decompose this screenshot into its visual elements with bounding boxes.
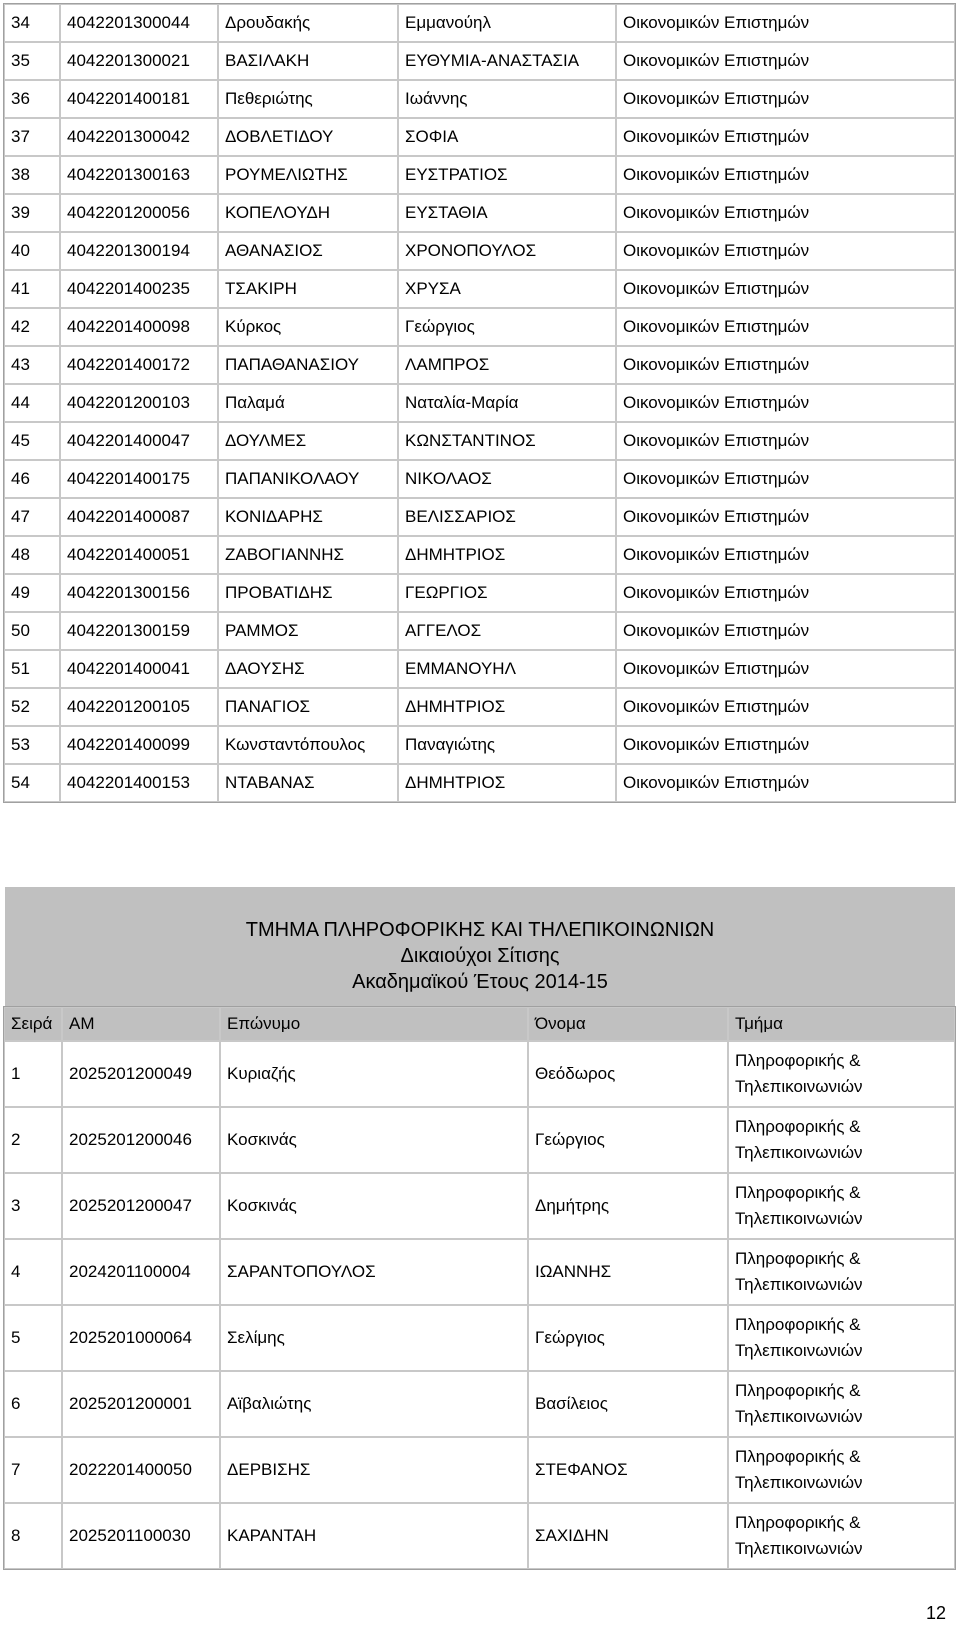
- cell-surname: Πεθεριώτης: [218, 80, 398, 118]
- cell-name: ΛΑΜΠΡΟΣ: [398, 346, 616, 384]
- department-line-2: Τηλεπικοινωνιών: [735, 1143, 863, 1162]
- cell-surname: ΠΑΝΑΓΙΟΣ: [218, 688, 398, 726]
- cell-seq: 50: [4, 612, 60, 650]
- cell-department: Οικονομικών Επιστημών: [616, 688, 955, 726]
- cell-am: 4042201300044: [60, 4, 218, 42]
- column-header-surname: Επώνυμο: [220, 1007, 528, 1041]
- table-row: [4, 422, 955, 460]
- cell-name: ΚΩΝΣΤΑΝΤΙΝΟΣ: [398, 422, 616, 460]
- cell-seq: 38: [4, 156, 60, 194]
- cell-am: 2025201000064: [62, 1305, 220, 1371]
- list-subheading: Δικαιούχοι Σίτισης: [400, 945, 560, 967]
- cell-seq: 6: [4, 1371, 62, 1437]
- cell-name: ΓΕΩΡΓΙΟΣ: [398, 574, 616, 612]
- cell-surname: Κωνσταντόπουλος: [218, 726, 398, 764]
- cell-seq: 52: [4, 688, 60, 726]
- cell-am: 2025201200001: [62, 1371, 220, 1437]
- cell-am: 2025201200046: [62, 1107, 220, 1173]
- cell-department: Οικονομικών Επιστημών: [616, 650, 955, 688]
- cell-surname: ΚΑΡΑΝΤΑΗ: [220, 1503, 528, 1569]
- cell-surname: ΚΟΝΙΔΑΡΗΣ: [218, 498, 398, 536]
- cell-surname: ΡΑΜΜΟΣ: [218, 612, 398, 650]
- cell-name: ΣΤΕΦΑΝΟΣ: [528, 1437, 728, 1503]
- cell-seq: 39: [4, 194, 60, 232]
- cell-surname: ΣΑΡΑΝΤΟΠΟΥΛΟΣ: [220, 1239, 528, 1305]
- cell-am: 4042201200105: [60, 688, 218, 726]
- cell-surname: ΠΡΟΒΑΤΙΔΗΣ: [218, 574, 398, 612]
- cell-surname: Δρουδακής: [218, 4, 398, 42]
- cell-am: 4042201400172: [60, 346, 218, 384]
- cell-name: Ιωάννης: [398, 80, 616, 118]
- cell-seq: 49: [4, 574, 60, 612]
- table-row: [4, 270, 955, 308]
- cell-am: 4042201200056: [60, 194, 218, 232]
- cell-department: Οικονομικών Επιστημών: [616, 308, 955, 346]
- top-table-body: [4, 4, 955, 802]
- department-line-2: Τηλεπικοινωνιών: [735, 1341, 863, 1360]
- cell-department: Οικονομικών Επιστημών: [616, 574, 955, 612]
- department-line-1: Πληροφορικής &: [735, 1249, 861, 1268]
- cell-surname: Κοσκινάς: [220, 1173, 528, 1239]
- department-line-2: Τηλεπικοινωνιών: [735, 1473, 863, 1492]
- table-row: [4, 726, 955, 764]
- cell-department: [728, 1371, 955, 1437]
- cell-am: 4042201300163: [60, 156, 218, 194]
- cell-seq: 5: [4, 1305, 62, 1371]
- cell-department: Οικονομικών Επιστημών: [616, 346, 955, 384]
- cell-surname: ΑΘΑΝΑΣΙΟΣ: [218, 232, 398, 270]
- cell-surname: ΡΟΥΜΕΛΙΩΤΗΣ: [218, 156, 398, 194]
- cell-surname: ΠΑΠΑΝΙΚΟΛΑΟΥ: [218, 460, 398, 498]
- cell-name: Γεώργιος: [398, 308, 616, 346]
- table-row: [4, 346, 955, 384]
- table-row: [4, 80, 955, 118]
- cell-am: 4042201400181: [60, 80, 218, 118]
- cell-surname: Παλαμά: [218, 384, 398, 422]
- cell-name: Εμμανούηλ: [398, 4, 616, 42]
- cell-department: [728, 1239, 955, 1305]
- cell-seq: 53: [4, 726, 60, 764]
- cell-name: ΕΥΣΤΑΘΙΑ: [398, 194, 616, 232]
- cell-am: 4042201300021: [60, 42, 218, 80]
- cell-name: Γεώργιος: [528, 1305, 728, 1371]
- table-row: [4, 1041, 955, 1107]
- cell-seq: 51: [4, 650, 60, 688]
- table-row: [4, 764, 955, 802]
- cell-surname: ΒΑΣΙΛΑΚΗ: [218, 42, 398, 80]
- cell-department: Οικονομικών Επιστημών: [616, 422, 955, 460]
- table-row: [4, 42, 955, 80]
- cell-name: Παναγιώτης: [398, 726, 616, 764]
- column-header-row: [4, 1007, 955, 1041]
- page-number: 12: [925, 1603, 946, 1623]
- section-header: [5, 887, 955, 1010]
- department-line-1: Πληροφορικής &: [735, 1447, 861, 1466]
- cell-am: 4042201300194: [60, 232, 218, 270]
- department-line-2: Τηλεπικοινωνιών: [735, 1407, 863, 1426]
- cell-name: ΕΥΣΤΡΑΤΙΟΣ: [398, 156, 616, 194]
- department-line-1: Πληροφορικής &: [735, 1183, 861, 1202]
- cell-name: ΧΡΟΝΟΠΟΥΛΟΣ: [398, 232, 616, 270]
- cell-name: ΝΙΚΟΛΑΟΣ: [398, 460, 616, 498]
- cell-seq: 43: [4, 346, 60, 384]
- cell-am: 4042201300042: [60, 118, 218, 156]
- cell-name: Θεόδωρος: [528, 1041, 728, 1107]
- table-row: [4, 156, 955, 194]
- table-row: [4, 460, 955, 498]
- cell-name: Δημήτρης: [528, 1173, 728, 1239]
- cell-surname: ΤΣΑΚΙΡΗ: [218, 270, 398, 308]
- department-line-1: Πληροφορικής &: [735, 1051, 861, 1070]
- cell-department: Οικονομικών Επιστημών: [616, 726, 955, 764]
- cell-department: [728, 1437, 955, 1503]
- column-header-am: ΑΜ: [62, 1007, 220, 1041]
- cell-am: 4042201400235: [60, 270, 218, 308]
- column-header-department: Τμήμα: [728, 1007, 955, 1041]
- cell-department: [728, 1107, 955, 1173]
- cell-department: Οικονομικών Επιστημών: [616, 270, 955, 308]
- cell-department: Οικονομικών Επιστημών: [616, 232, 955, 270]
- table-row: [4, 688, 955, 726]
- table-row: [4, 384, 955, 422]
- cell-surname: ΔΑΟΥΣΗΣ: [218, 650, 398, 688]
- cell-name: ΙΩΑΝΝΗΣ: [528, 1239, 728, 1305]
- cell-department: Οικονομικών Επιστημών: [616, 118, 955, 156]
- cell-name: ΣΑΧΙΔΗΝ: [528, 1503, 728, 1569]
- second-table-body: [4, 1041, 955, 1569]
- table-row: [4, 232, 955, 270]
- cell-department: Οικονομικών Επιστημών: [616, 460, 955, 498]
- cell-department: Οικονομικών Επιστημών: [616, 498, 955, 536]
- cell-am: 4042201400153: [60, 764, 218, 802]
- cell-am: 4042201400041: [60, 650, 218, 688]
- cell-department: Οικονομικών Επιστημών: [616, 156, 955, 194]
- cell-seq: 37: [4, 118, 60, 156]
- table-row: [4, 1503, 955, 1569]
- cell-surname: Κοσκινάς: [220, 1107, 528, 1173]
- table-row: [4, 612, 955, 650]
- cell-am: 2022201400050: [62, 1437, 220, 1503]
- cell-am: 4042201400047: [60, 422, 218, 460]
- cell-department: Οικονομικών Επιστημών: [616, 80, 955, 118]
- cell-seq: 47: [4, 498, 60, 536]
- department-line-2: Τηλεπικοινωνιών: [735, 1209, 863, 1228]
- cell-name: ΒΕΛΙΣΣΑΡΙΟΣ: [398, 498, 616, 536]
- cell-department: [728, 1173, 955, 1239]
- cell-department: Οικονομικών Επιστημών: [616, 42, 955, 80]
- department-line-1: Πληροφορικής &: [735, 1117, 861, 1136]
- cell-surname: ΝΤΑΒΑΝΑΣ: [218, 764, 398, 802]
- cell-department: Οικονομικών Επιστημών: [616, 612, 955, 650]
- cell-am: 4042201400099: [60, 726, 218, 764]
- cell-surname: ΖΑΒΟΓΙΑΝΝΗΣ: [218, 536, 398, 574]
- cell-am: 2025201200047: [62, 1173, 220, 1239]
- cell-seq: 48: [4, 536, 60, 574]
- cell-am: 2025201100030: [62, 1503, 220, 1569]
- cell-name: ΑΓΓΕΛΟΣ: [398, 612, 616, 650]
- cell-am: 4042201300156: [60, 574, 218, 612]
- cell-seq: 7: [4, 1437, 62, 1503]
- cell-name: ΧΡΥΣΑ: [398, 270, 616, 308]
- cell-department: [728, 1503, 955, 1569]
- cell-name: ΣΟΦΙΑ: [398, 118, 616, 156]
- cell-department: [728, 1041, 955, 1107]
- column-header-seq: Σειρά: [4, 1007, 62, 1041]
- cell-am: 4042201400098: [60, 308, 218, 346]
- cell-department: Οικονομικών Επιστημών: [616, 384, 955, 422]
- cell-seq: 46: [4, 460, 60, 498]
- cell-seq: 4: [4, 1239, 62, 1305]
- cell-name: ΔΗΜΗΤΡΙΟΣ: [398, 688, 616, 726]
- cell-surname: ΚΟΠΕΛΟΥΔΗ: [218, 194, 398, 232]
- cell-department: [728, 1305, 955, 1371]
- table-row: [4, 1173, 955, 1239]
- cell-seq: 35: [4, 42, 60, 80]
- cell-surname: ΔΕΡΒΙΣΗΣ: [220, 1437, 528, 1503]
- cell-am: 4042201400175: [60, 460, 218, 498]
- cell-name: ΕΜΜΑΝΟΥΗΛ: [398, 650, 616, 688]
- cell-seq: 45: [4, 422, 60, 460]
- cell-am: 4042201300159: [60, 612, 218, 650]
- cell-seq: 8: [4, 1503, 62, 1569]
- cell-seq: 44: [4, 384, 60, 422]
- table-row: [4, 536, 955, 574]
- cell-surname: Αϊβαλιώτης: [220, 1371, 528, 1437]
- department-line-1: Πληροφορικής &: [735, 1315, 861, 1334]
- table-row: [4, 1371, 955, 1437]
- beneficiaries-table-economics: [3, 3, 956, 803]
- department-line-2: Τηλεπικοινωνιών: [735, 1539, 863, 1558]
- cell-seq: 41: [4, 270, 60, 308]
- cell-am: 4042201200103: [60, 384, 218, 422]
- table-row: [4, 1305, 955, 1371]
- cell-surname: Κυριαζής: [220, 1041, 528, 1107]
- table-row: [4, 4, 955, 42]
- cell-surname: ΠΑΠΑΘΑΝΑΣΙΟΥ: [218, 346, 398, 384]
- cell-seq: 40: [4, 232, 60, 270]
- table-row: [4, 650, 955, 688]
- cell-seq: 2: [4, 1107, 62, 1173]
- cell-seq: 54: [4, 764, 60, 802]
- cell-seq: 34: [4, 4, 60, 42]
- cell-surname: ΔΟΥΛΜΕΣ: [218, 422, 398, 460]
- cell-am: 4042201400087: [60, 498, 218, 536]
- cell-surname: ΔΟΒΛΕΤΙΔΟΥ: [218, 118, 398, 156]
- table-row: [4, 1239, 955, 1305]
- table-row: [4, 1107, 955, 1173]
- department-line-2: Τηλεπικοινωνιών: [735, 1275, 863, 1294]
- cell-am: 2024201100004: [62, 1239, 220, 1305]
- cell-seq: 1: [4, 1041, 62, 1107]
- department-heading: ΤΜΗΜΑ ΠΛΗΡΟΦΟΡΙΚΗΣ ΚΑΙ ΤΗΛΕΠΙΚΟΙΝΩΝΙΩΝ: [245, 919, 715, 941]
- cell-name: ΕΥΘΥΜΙΑ-ΑΝΑΣΤΑΣΙΑ: [398, 42, 616, 80]
- cell-name: Γεώργιος: [528, 1107, 728, 1173]
- cell-seq: 42: [4, 308, 60, 346]
- cell-seq: 3: [4, 1173, 62, 1239]
- department-line-2: Τηλεπικοινωνιών: [735, 1077, 863, 1096]
- cell-surname: Κύρκος: [218, 308, 398, 346]
- cell-surname: Σελίμης: [220, 1305, 528, 1371]
- cell-seq: 36: [4, 80, 60, 118]
- department-line-1: Πληροφορικής &: [735, 1381, 861, 1400]
- table-row: [4, 498, 955, 536]
- cell-name: Βασίλειος: [528, 1371, 728, 1437]
- table-row: [4, 308, 955, 346]
- department-line-1: Πληροφορικής &: [735, 1513, 861, 1532]
- cell-department: Οικονομικών Επιστημών: [616, 536, 955, 574]
- beneficiaries-table-informatics: [3, 1006, 956, 1570]
- column-header-name: Όνομα: [528, 1007, 728, 1041]
- cell-department: Οικονομικών Επιστημών: [616, 4, 955, 42]
- academic-year-heading: Ακαδημαϊκού Έτους 2014-15: [352, 971, 608, 993]
- cell-department: Οικονομικών Επιστημών: [616, 764, 955, 802]
- table-row: [4, 574, 955, 612]
- table-row: [4, 1437, 955, 1503]
- table-row: [4, 118, 955, 156]
- cell-am: 2025201200049: [62, 1041, 220, 1107]
- table-row: [4, 194, 955, 232]
- cell-name: Ναταλία-Μαρία: [398, 384, 616, 422]
- cell-name: ΔΗΜΗΤΡΙΟΣ: [398, 764, 616, 802]
- cell-name: ΔΗΜΗΤΡΙΟΣ: [398, 536, 616, 574]
- cell-department: Οικονομικών Επιστημών: [616, 194, 955, 232]
- cell-am: 4042201400051: [60, 536, 218, 574]
